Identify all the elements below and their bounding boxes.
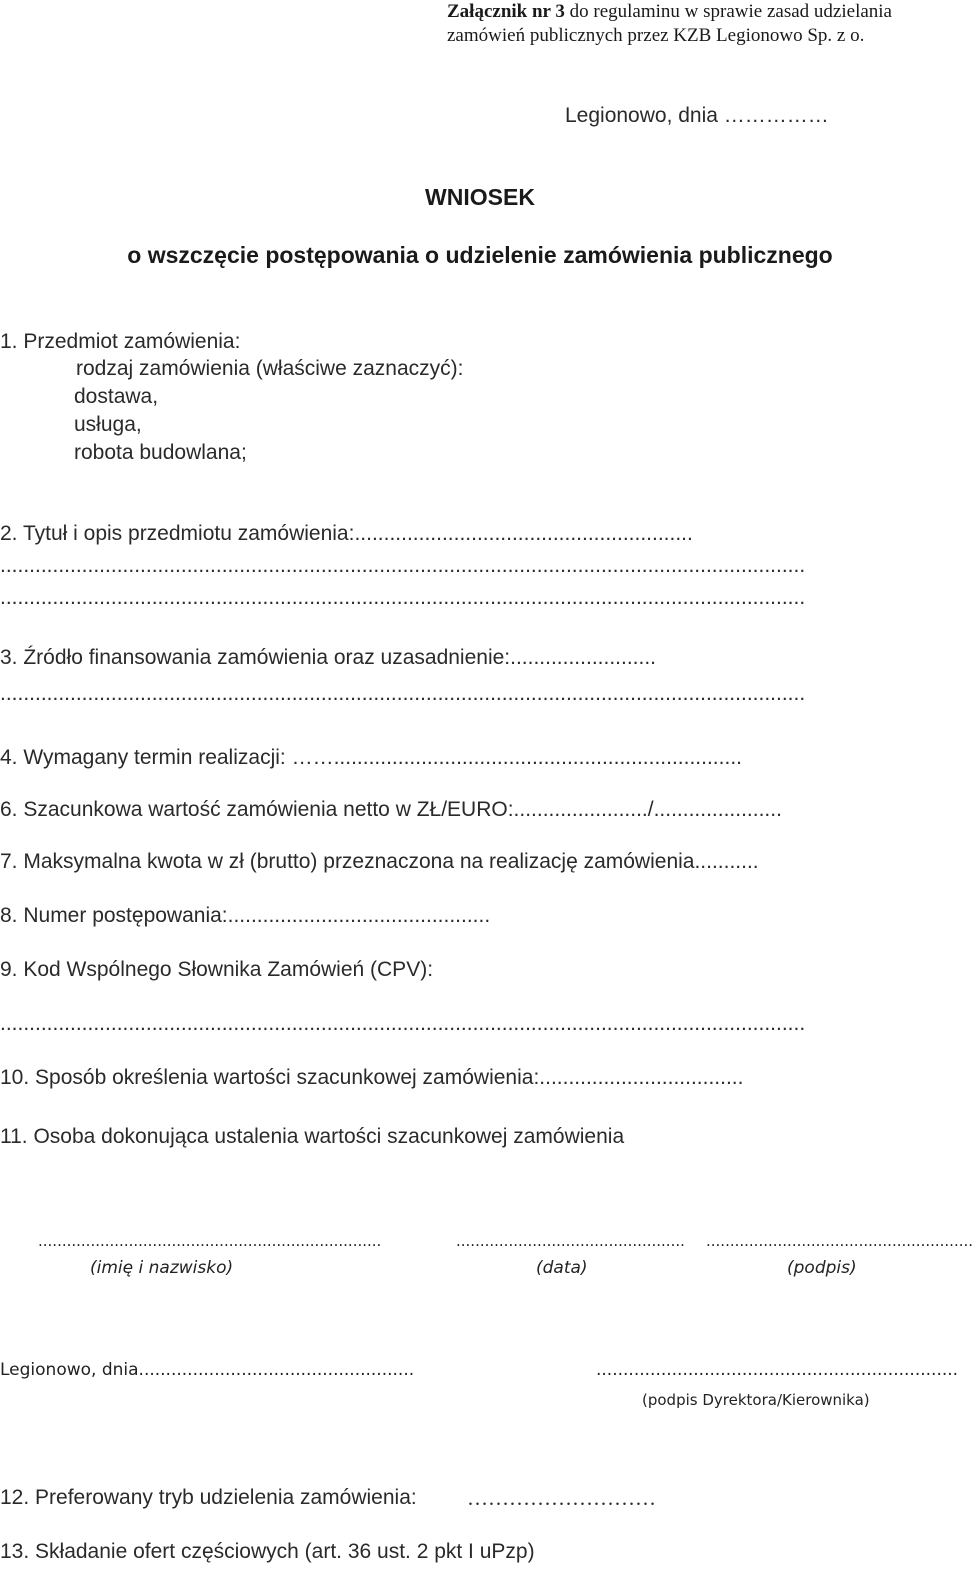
- option-service: usługa,: [74, 413, 142, 436]
- document-subtitle: o wszczęcie postępowania o udzielenie zamówienia publicznego: [127, 242, 833, 268]
- section-2-label: 2. Tytuł i opis przedmiotu zamówienia:..........................................................: [0, 522, 693, 545]
- section-4-label: 4. Wymagany termin realizacji: ……......................................................................: [0, 746, 742, 769]
- section-13-label: 13. Składanie ofert częściowych (art. 36 ust. 2 pkt I uPzp): [0, 1540, 535, 1563]
- section-10-label: 10. Sposób określenia wartości szacunkowej zamówienia:...................................: [0, 1066, 744, 1089]
- section-12-fill: ………………………: [467, 1486, 656, 1510]
- section-9-fill-line: ..........................................................................................................................................: [0, 1012, 806, 1035]
- option-delivery: dostawa,: [74, 385, 159, 408]
- section-6-label: 6. Szacunkowa wartość zamówienia netto w ZŁ/EURO:......................./......................: [0, 798, 782, 821]
- approval-place-date: Legionowo, dnia...................................................: [0, 1360, 415, 1380]
- section-8-label: 8. Numer postępowania:.............................................: [0, 904, 491, 927]
- caption-name: (imię i nazwisko): [90, 1258, 234, 1278]
- attachment-description-line2: zamówień publicznych przez KZB Legionowo Sp. z o.: [447, 25, 865, 46]
- section-11-label: 11. Osoba dokonująca ustalenia wartości szacunkowej zamówienia: [0, 1125, 625, 1148]
- section-7-label: 7. Maksymalna kwota w zł (brutto) przeznaczona na realizację zamówienia...........: [0, 850, 759, 873]
- option-construction: robota budowlana;: [74, 441, 247, 464]
- section-1-kind: rodzaj zamówienia (właściwe zaznaczyć):: [76, 357, 464, 380]
- section-3-label: 3. Źródło finansowania zamówienia oraz uzasadnienie:.........................: [0, 646, 656, 669]
- caption-signature: (podpis): [787, 1258, 857, 1278]
- section-9-label: 9. Kod Wspólnego Słownika Zamówień (CPV):: [0, 958, 434, 981]
- section-1-label: 1. Przedmiot zamówienia:: [0, 330, 241, 353]
- section-12-label: 12. Preferowany tryb udzielenia zamówienia:: [0, 1486, 417, 1509]
- attachment-number: Załącznik nr 3: [447, 1, 565, 22]
- attachment-description: do regulaminu w sprawie zasad udzielania: [564, 1, 892, 22]
- caption-date: (data): [536, 1258, 588, 1278]
- signature-name-dots: ........................................................................: [38, 1232, 382, 1250]
- document-title: WNIOSEK: [425, 184, 535, 210]
- place-date: Legionowo, dnia ……………: [565, 104, 829, 127]
- approval-signature-dots: ...................................................................: [596, 1360, 959, 1380]
- section-2-fill-line: ..........................................................................................................................................: [0, 554, 806, 577]
- signature-date-dots: ................................................: [456, 1232, 685, 1250]
- section-2-fill-line: ..........................................................................................................................................: [0, 586, 806, 609]
- signature-sign-dots: ........................................................: [706, 1232, 973, 1250]
- approval-caption: (podpis Dyrektora/Kierownika): [642, 1391, 870, 1409]
- attachment-note: [447, 0, 892, 48]
- section-3-fill-line: ..........................................................................................................................................: [0, 682, 806, 705]
